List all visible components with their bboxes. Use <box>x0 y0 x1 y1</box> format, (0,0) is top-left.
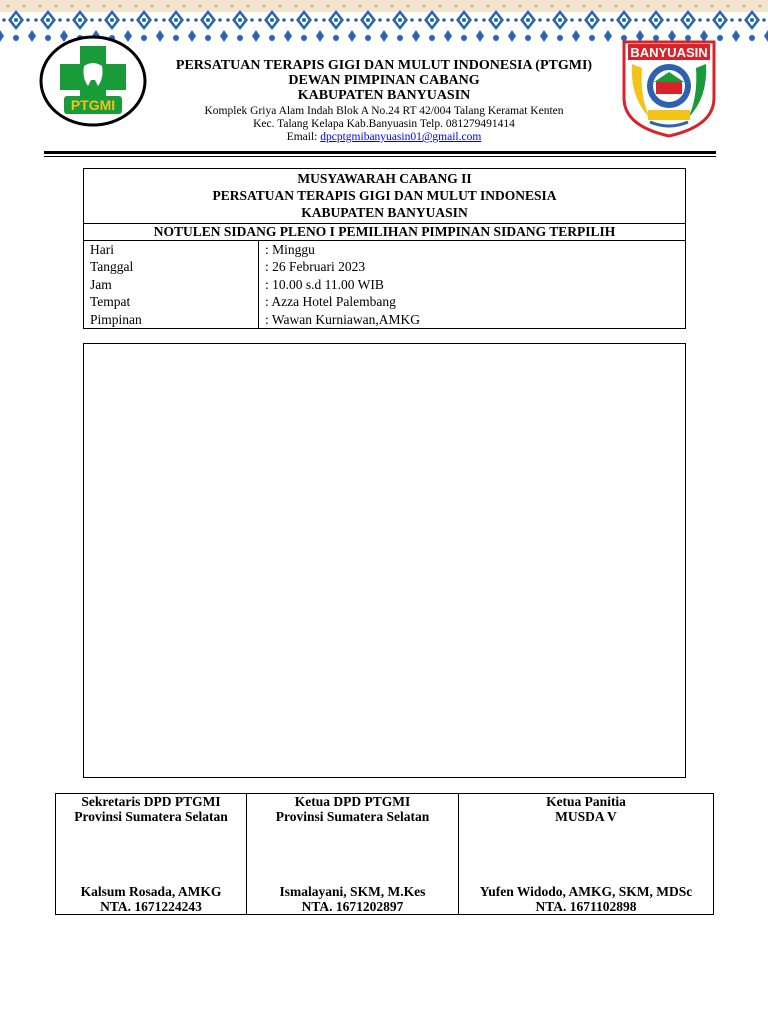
signature-cell-ketua-panitia <box>459 794 714 915</box>
signer-3-name: Yufen Widodo, AMKG, SKM, MDSc <box>479 884 693 899</box>
label-tanggal: Tanggal <box>90 259 134 275</box>
notulen-title: NOTULEN SIDANG PLENO I PEMILIHAN PIMPINAN SIDANG TERPILIH <box>84 224 686 241</box>
signer-1-nta: NTA. 1671224243 <box>100 899 202 914</box>
info-values <box>259 241 686 329</box>
label-hari: Hari <box>90 242 114 257</box>
signer-3-title-2: MUSDA V <box>555 809 617 824</box>
signer-3-nta: NTA. 1671102898 <box>535 899 637 914</box>
org-name: PERSATUAN TERAPIS GIGI DAN MULUT INDONESIA (PTGMI) <box>175 58 593 73</box>
value-hari: : Minggu <box>265 242 315 257</box>
signer-1-title-2: Provinsi Sumatera Selatan <box>74 809 228 824</box>
meeting-title-cell <box>84 169 686 224</box>
email-link[interactable]: dpcptgmibanyuasin01@gmail.com <box>320 131 482 143</box>
value-tempat: : Azza Hotel Palembang <box>265 294 396 310</box>
signer-2-title-2: Provinsi Sumatera Selatan <box>275 809 430 824</box>
email-label: Email: <box>286 131 321 143</box>
letterhead-divider-thick <box>44 151 716 154</box>
value-pimpinan: : Wawan Kurniawan,AMKG <box>265 311 421 327</box>
letterhead <box>150 58 618 144</box>
signer-2-name: Ismalayani, SKM, M.Kes <box>279 884 426 899</box>
ptgmi-logo-text: PTGMI <box>70 97 116 113</box>
value-jam: : 10.00 s.d 11.00 WIB <box>265 276 384 292</box>
label-tempat: Tempat <box>90 294 131 310</box>
banyuasin-emblem-text: BANYUASIN <box>630 45 708 60</box>
ptgmi-logo <box>38 34 148 128</box>
letterhead-divider-thin <box>44 156 716 157</box>
label-pimpinan: Pimpinan <box>90 311 142 327</box>
signer-3-title-1: Ketua Panitia <box>546 794 626 809</box>
meeting-title-2: PERSATUAN TERAPIS GIGI DAN MULUT INDONESIA <box>212 188 557 203</box>
signer-1-name: Kalsum Rosada, AMKG <box>80 884 222 899</box>
meeting-info-table <box>83 168 686 329</box>
signer-1-title-1: Sekretaris DPD PTGMI <box>81 794 221 809</box>
signature-table <box>55 793 714 915</box>
signer-2-nta: NTA. 1671202897 <box>301 899 404 914</box>
value-tanggal: : 26 Februari 2023 <box>265 259 366 275</box>
minutes-content-box <box>83 343 686 778</box>
board-name: DEWAN PIMPINAN CABANG <box>288 73 480 88</box>
signer-2-title-1: Ketua DPD PTGMI <box>294 794 411 809</box>
banyuasin-emblem <box>620 38 718 138</box>
address-line-1: Komplek Griya Alam Indah Blok A No.24 RT 42/004 Talang Keramat Kenten <box>204 105 564 117</box>
region-name: KABUPATEN BANYUASIN <box>297 88 471 103</box>
address-line-2: Kec. Talang Kelapa Kab.Banyuasin Telp. 081279491414 <box>253 118 515 130</box>
signature-cell-ketua-dpd <box>247 794 459 915</box>
meeting-title-1: MUSYAWARAH CABANG II <box>297 171 472 186</box>
signature-cell-sekretaris <box>56 794 247 915</box>
meeting-title-3: KABUPATEN BANYUASIN <box>301 205 468 220</box>
label-jam: Jam <box>90 276 112 292</box>
email-line <box>150 131 618 144</box>
info-labels <box>84 241 259 329</box>
